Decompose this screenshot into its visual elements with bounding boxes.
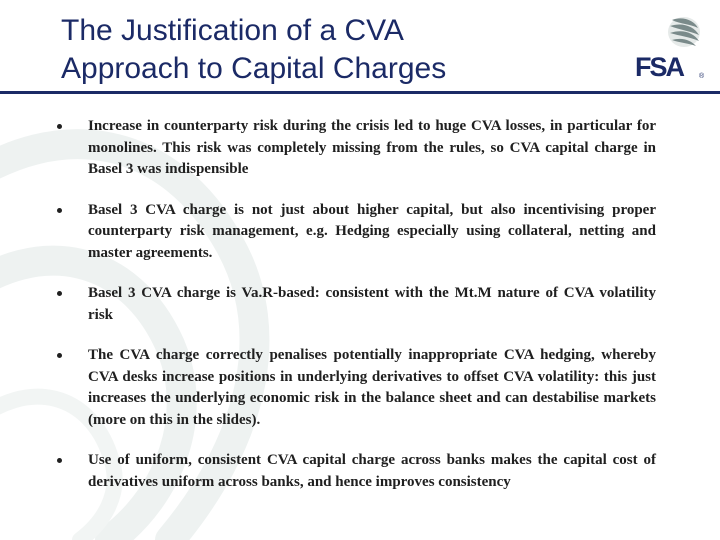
slide-title-line-2: Approach to Capital Charges	[61, 52, 447, 85]
bullet-dot-icon	[57, 124, 62, 129]
bullet-dot-icon	[57, 353, 62, 358]
bullet-text: Use of uniform, consistent CVA capital charge across banks makes the capital cost of derivatives uniform across banks, and hence improves consistency	[88, 452, 656, 490]
bullet-text: Increase in counterparty risk during the crisis led to huge CVA losses, in particular for monolines. This risk was completely missing from the rules, so CVA capital charge in Basel 3 was indispensible	[88, 118, 656, 177]
bullet-dot-icon	[57, 208, 62, 213]
fsa-logo-text: FSA	[635, 52, 683, 82]
bullet-dot-icon	[57, 458, 62, 463]
bullet-text: The CVA charge correctly penalises potentially inappropriate CVA hedging, whereby CVA desks increase positions in underlying derivatives to offset CVA volatility: this just increases the underlying economic risk in the balance sheet and can destabilise markets (more on this in the slides).	[88, 347, 656, 428]
bullet-text: Basel 3 CVA charge is not just about higher capital, but also incentivising proper counterparty risk management, e.g. Hedging especially using collateral, netting and master agreements.	[88, 201, 656, 261]
bullet-item	[55, 283, 656, 326]
slide-title	[61, 12, 581, 88]
bullet-item	[55, 200, 656, 265]
bullet-item	[55, 345, 656, 431]
fsa-registered-mark: ®	[699, 73, 705, 80]
bullet-text: Basel 3 CVA charge is Va.R-based: consistent with the Mt.M nature of CVA volatility risk	[88, 285, 656, 323]
slide-title-line-1: The Justification of a CVA	[61, 14, 404, 47]
bullet-list	[55, 116, 656, 512]
bullet-dot-icon	[57, 291, 62, 296]
fsa-swirl-icon	[630, 14, 710, 84]
header-divider	[0, 91, 720, 94]
bullet-item	[55, 116, 656, 181]
fsa-logo	[630, 14, 710, 84]
bullet-item	[55, 450, 656, 493]
